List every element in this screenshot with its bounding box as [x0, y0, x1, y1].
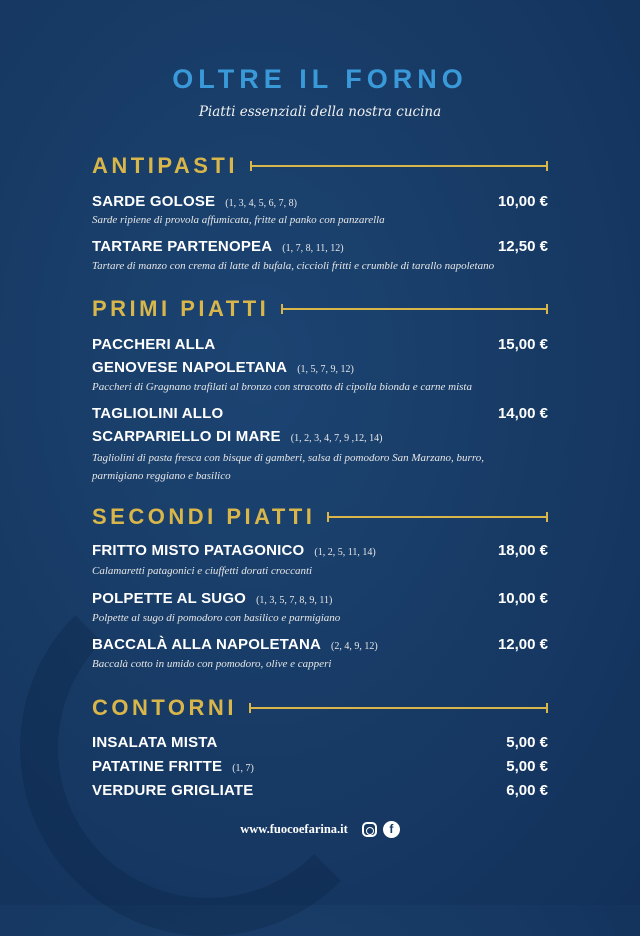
- menu-item: [92, 405, 548, 425]
- section-divider: [249, 707, 548, 709]
- item-allergens: (2, 4, 9, 12): [331, 641, 378, 652]
- item-allergens: (1, 3, 5, 7, 8, 9, 11): [256, 595, 333, 606]
- section-header-contorni: [92, 693, 548, 723]
- item-name: FRITTO MISTO PATAGONICO: [92, 542, 305, 559]
- item-allergens: (1, 5, 7, 9, 12): [297, 364, 354, 375]
- menu-item: [92, 636, 548, 656]
- menu-item: [92, 542, 548, 562]
- item-allergens: (1, 7): [232, 763, 254, 774]
- item-allergens: (1, 3, 4, 5, 6, 7, 8): [225, 198, 297, 209]
- item-description: Tagliolini di pasta fresca con bisque di gamberi, salsa di pomodoro San Marzano, burro,: [92, 452, 484, 464]
- item-description: Tartare di manzo con crema di latte di bufala, ciccioli fritti e crumble di tarallo napoletano: [92, 260, 495, 272]
- item-description: Baccalà cotto in umido con pomodoro, olive e capperi: [92, 658, 332, 670]
- item-name: PACCHERI ALLA: [92, 336, 216, 353]
- item-name: BACCALÀ ALLA NAPOLETANA: [92, 636, 322, 653]
- menu-subtitle: Piatti essenziali della nostra cucina: [198, 104, 442, 120]
- item-description: parmigiano reggiano e basilico: [92, 470, 231, 482]
- item-price: 12,00 €: [497, 636, 548, 653]
- menu-item: [92, 336, 548, 356]
- item-name: PATATINE FRITTE: [92, 758, 223, 775]
- item-name: POLPETTE AL SUGO: [92, 590, 247, 607]
- item-name: INSALATA MISTA: [92, 734, 218, 751]
- section-divider: [327, 516, 548, 518]
- menu-item-line2: [92, 428, 548, 448]
- item-price: 12,50 €: [497, 238, 548, 255]
- item-price: 10,00 €: [497, 193, 548, 210]
- item-description: Calamaretti patagonici e ciuffetti dorati croccanti: [92, 565, 313, 577]
- section-title: ANTIPASTI: [92, 153, 238, 178]
- section-header-secondi: [92, 502, 548, 532]
- menu-item: [92, 590, 548, 610]
- menu-item: [92, 734, 548, 754]
- item-allergens: (1, 2, 5, 11, 14): [314, 547, 376, 558]
- item-allergens: (1, 7, 8, 11, 12): [282, 243, 344, 254]
- item-name: SARDE GOLOSE: [92, 193, 216, 210]
- item-price: 10,00 €: [497, 590, 548, 607]
- item-allergens: (1, 2, 3, 4, 7, 9 ,12, 14): [290, 433, 383, 444]
- menu-item: [92, 193, 548, 213]
- item-name: TAGLIOLINI ALLO: [92, 405, 224, 422]
- item-price: 14,00 €: [497, 405, 548, 422]
- website-link[interactable]: www.fuocoefarina.it: [240, 822, 348, 836]
- section-title: SECONDI PIATTI: [92, 504, 316, 529]
- facebook-icon[interactable]: f: [383, 821, 400, 838]
- item-price: 6,00 €: [506, 782, 548, 799]
- menu-item: [92, 782, 548, 802]
- section-header-antipasti: [92, 151, 548, 181]
- instagram-icon[interactable]: [362, 822, 377, 837]
- section-divider: [250, 165, 548, 167]
- menu-title: OLTRE IL FORNO: [172, 64, 468, 94]
- menu-item: [92, 238, 548, 258]
- item-description: Polpette al sugo di pomodoro con basilico e parmigiano: [92, 612, 341, 624]
- item-description: Sarde ripiene di provola affumicata, fritte al panko con panzarella: [92, 214, 385, 226]
- item-name: TARTARE PARTENOPEA: [92, 238, 273, 255]
- menu-item: [92, 758, 548, 778]
- item-price: 15,00 €: [497, 336, 548, 353]
- section-title: CONTORNI: [92, 695, 237, 720]
- item-price: 5,00 €: [506, 758, 548, 775]
- section-divider: [281, 308, 548, 310]
- footer: [0, 821, 640, 838]
- section-title: PRIMI PIATTI: [92, 296, 270, 321]
- menu-item-line2: [92, 359, 548, 379]
- item-price: 18,00 €: [497, 542, 548, 559]
- item-name: VERDURE GRIGLIATE: [92, 782, 254, 799]
- section-header-primi: [92, 294, 548, 324]
- item-price: 5,00 €: [506, 734, 548, 751]
- item-description: Paccheri di Gragnano trafilati al bronzo con stracotto di cipolla bionda e carne mista: [92, 381, 472, 393]
- item-name: SCARPARIELLO DI MARE: [92, 428, 281, 445]
- item-name: GENOVESE NAPOLETANA: [92, 359, 288, 376]
